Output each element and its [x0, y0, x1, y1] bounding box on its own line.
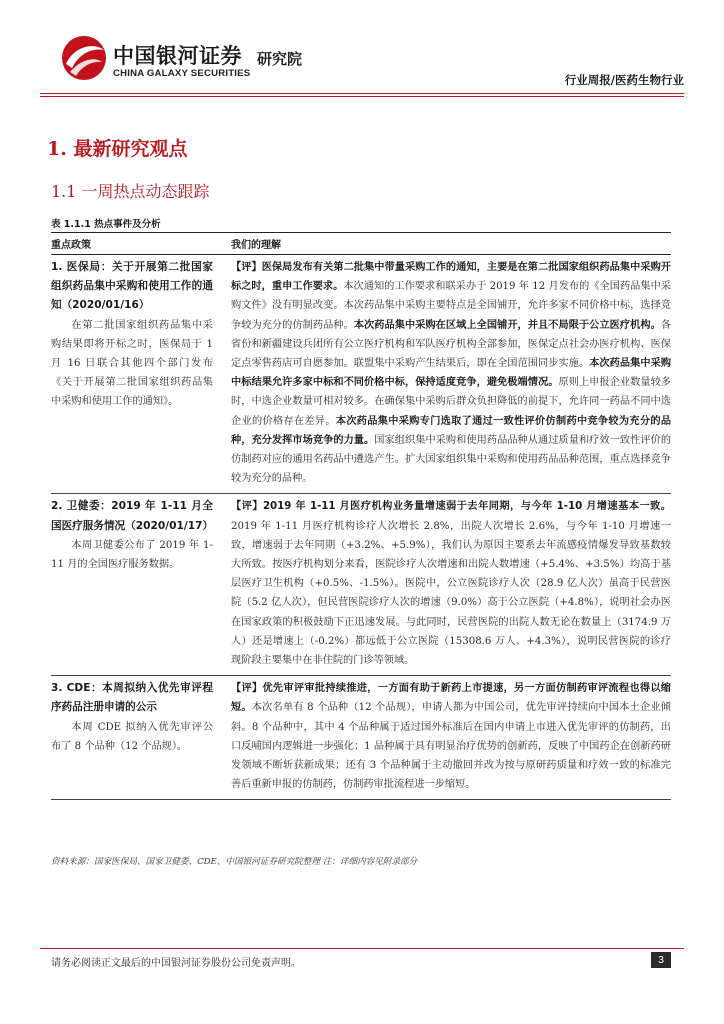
analysis-cell: [223, 676, 671, 800]
analysis-detail: 各省份和新疆建设兵团所有公立医疗机构和军队医疗机构全部参加，医保定点社会办医疗机构、医保定点零售药店可自愿参加。联盟集中采购产生结果后，即在全国范围同步实施。: [231, 319, 672, 370]
page-number: 3: [651, 952, 671, 968]
analysis-detail: 原则上申报企业数量较多时，中选企业数量可相对较多。在确保集中采购后群众负担降低的前提下，允许同一药品不同中选企业的价格存在差异。: [231, 377, 672, 427]
analysis-key-point: 【评】医保局发布有关第二批集中带量采购工作的通知，主要是在第二批国家组织药品集中采购开标之时，重申工作要求。: [231, 262, 671, 293]
table-row: [51, 676, 671, 800]
column-header-analysis: 我们的理解: [223, 233, 671, 255]
analysis-cell: [223, 494, 671, 676]
analysis-key-point: 本次药品集中采购专门选取了通过一致性评价仿制药中竞争较为充分的品种，充分发挥市场竞争的力量。: [231, 415, 672, 446]
table-row: [51, 255, 671, 494]
header-divider-thin: [40, 96, 684, 97]
logo-chinese-name: 中国银河证券: [113, 44, 242, 68]
source-note: 资料来源：国家医保局、国家卫健委、CDE、中国银河证券研究院整理 注：详细内容见附录部分: [51, 857, 418, 867]
analysis-detail: 2019 年 1-11 月医疗机构诊疗人次增长 2.8%，出院人次增长 2.6%，与今年 1-10 月增速一致，增速弱于去年同期（+3.2%、+5.9%），我们认为原因主要系去年流感疫情爆发导致基数较大所致。按医疗机构划分来看，医院诊疗人次增速和出院人数增速（+5.4%、+3.5%）均高于基层医疗卫生机构（+0.5%、-1.5%）。医院中，公立医院诊疗人次（28.9 亿人次）虽高于民营医院（5.2 亿人次），但民营医院诊疗人次的增速（9.0%）高于公立医院（+4.8%），说明社会办医在国家政策的积极鼓励下正迅速发展。与此同时，民营医院的出院人数无论在数量上（3174.9 万人）还是增速上（-0.2%）都远低于公立医院（15308.6 万人、+4.3%），说明民营医院的诊疗现阶段主要集中在非住院的门诊等领域。: [231, 520, 671, 667]
policy-summary: 本周 CDE 拟纳入优先审评公布了 8 个品种（12 个品规）。: [51, 721, 213, 752]
disclaimer-note: 请务必阅读正文最后的中国银河证券股份公司免责声明。: [51, 958, 301, 969]
analysis-detail: 本次名单有 8 个品种（12 个品规），申请人都为中国公司，优先审评持续向中国本土企业倾斜。8 个品种中，其中 4 个品种属于适过国外标准后在国内申请上市进入优先审评的仿制药，出口反哺国内逻辑进一步强化；1 品种属于具有明显治疗优势的创新药，反映了中国药企在创新药研发领域不断斩获新成果；还有 3 个品种属于主动撤回并改为按与原研药质量和疗效一致的标准完善后重新申报的仿制药，仿制药审批流程进一步缩短。: [231, 702, 671, 791]
analysis-key-point: 本次药品集中采购在区域上全国铺开，并且不局限于公立医疗机构。: [353, 319, 661, 331]
hot-events-table: [51, 232, 671, 800]
analysis-cell: [223, 255, 671, 494]
analysis-key-point: 本次药品集中采购中标结果允许多家中标和不同价格中标，保持适度竞争，避免极端情况。: [231, 358, 672, 389]
galaxy-logo-icon: [60, 34, 108, 82]
analysis-text: [231, 679, 671, 794]
section-title: 1. 最新研究观点: [47, 138, 188, 160]
logo-english-name: CHINA GALAXY SECURITIES: [113, 68, 251, 79]
table-caption: 表 1.1.1 热点事件及分析: [51, 219, 161, 230]
policy-title: 3. CDE：本周拟纳入优先审评程序药品注册申请的公示: [51, 682, 213, 714]
analysis-text: [231, 258, 671, 488]
table-row: [51, 494, 671, 676]
header-divider: [40, 93, 684, 94]
footer-divider: [40, 948, 684, 949]
subsection-title: 1.1 一周热点动态跟踪: [51, 182, 210, 201]
analysis-text: [231, 497, 671, 670]
policy-cell: [51, 255, 223, 494]
table-header-row: [51, 233, 671, 255]
analysis-key-point: 【评】2019 年 1-11 月医疗机构业务量增速弱于去年同期，与今年 1-10 月增速基本一致。: [231, 501, 671, 513]
policy-cell: [51, 676, 223, 800]
page-header: [0, 0, 724, 92]
institute-label: 研究院: [257, 50, 303, 68]
document-type: 行业周报/医药生物行业: [564, 73, 684, 87]
analysis-detail: 国家组织集中采购和使用药品品种从通过质量和疗效一致性评价的仿制药对应的通用名药品中遴选产生。扩大国家组织集中采购和使用药品品种范围，重点选择竞争较为充分的品种。: [231, 434, 672, 485]
policy-summary: 本周卫健委公布了 2019 年 1-11 月的全国医疗服务数据。: [51, 539, 213, 571]
analysis-key-point: 【评】优先审评审批持续推进，一方面有助于新药上市提速，另一方面仿制药审评流程也得以缩短。: [231, 683, 671, 714]
analysis-detail: 本次通知的工作要求和联采办于 2019 年 12 月发布的《全国药品集中采购文件》没有明显改变。本次药品集中采购主要特点是全国铺开，允许多家不同价格中标，选择竞争较为充分的仿制药品种。: [231, 281, 672, 331]
policy-summary: 在第二批国家组织药品集中采购结果即将开标之时，医保局于 1 月 16 日联合其他四个部门发布《关于开展第二批国家组织药品集中采购和使用工作的通知》。: [51, 319, 213, 408]
policy-cell: [51, 494, 223, 676]
policy-title: 1. 医保局：关于开展第二批国家组织药品集中采购和使用工作的通知（2020/01/16）: [51, 261, 213, 312]
column-header-policy: 重点政策: [51, 233, 223, 255]
policy-title: 2. 卫健委：2019 年 1-11 月全国医疗服务情况（2020/01/17）: [51, 500, 214, 532]
